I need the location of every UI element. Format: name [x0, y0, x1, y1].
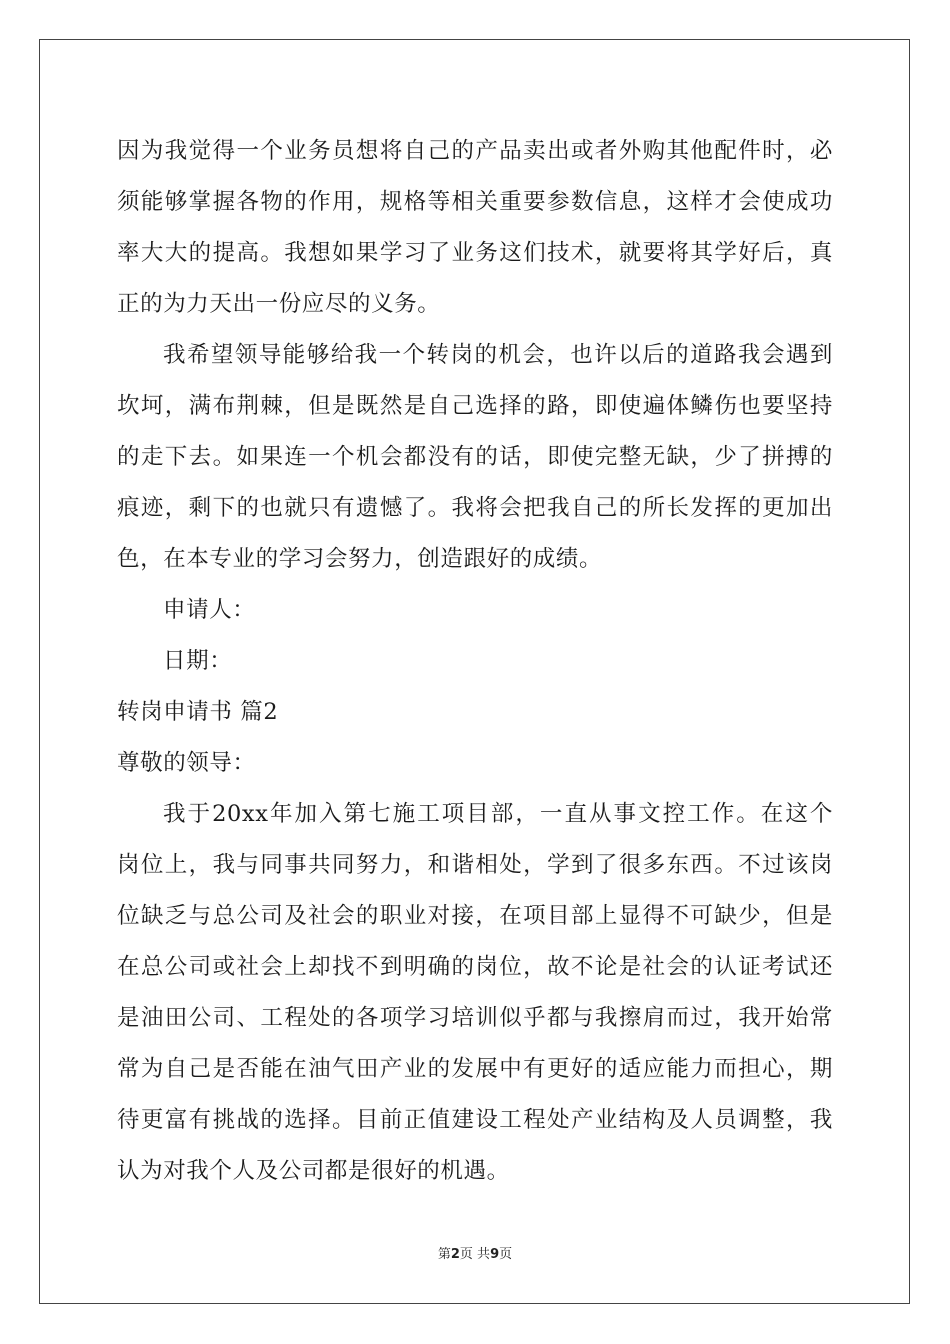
- date-label: 日期：: [163, 648, 233, 674]
- text-line: 我希望领导能够给我一个转岗的机会，也许以后的道路我会遇到: [163, 342, 833, 368]
- section-heading: 转岗申请书 篇2: [117, 699, 279, 725]
- salutation: 尊敬的领导：: [117, 750, 256, 776]
- text-line: 率大大的提高。我想如果学习了业务这们技术，就要将其学好后，真: [117, 240, 833, 266]
- text-line: 岗位上，我与同事共同努力，和谐相处，学到了很多东西。不过该岗: [117, 852, 833, 878]
- text-line: 常为自己是否能在油气田产业的发展中有更好的适应能力而担心，期: [117, 1056, 833, 1082]
- document-body: [117, 126, 833, 1197]
- text-line: 认为对我个人及公司都是很好的机遇。: [117, 1158, 510, 1184]
- text-line: 色，在本专业的学习会努力，创造跟好的成绩。: [117, 546, 603, 572]
- text-line: 待更富有挑战的选择。目前正值建设工程处产业结构及人员调整，我: [117, 1107, 833, 1133]
- current-page-number: 2: [450, 1247, 460, 1262]
- page-footer: [0, 1243, 950, 1262]
- text-line: 位缺乏与总公司及社会的职业对接，在项目部上显得不可缺少，但是: [117, 903, 833, 929]
- page-mid: 页 共: [459, 1247, 491, 1262]
- text-line: 在总公司或社会上却找不到明确的岗位，故不论是社会的认证考试还: [117, 954, 833, 980]
- text-line: 因为我觉得一个业务员想将自己的产品卖出或者外购其他配件时，必: [117, 138, 833, 164]
- text-line: 正的为力天出一份应尽的义务。: [117, 291, 441, 317]
- page-prefix: 第: [437, 1247, 451, 1262]
- total-page-number: 9: [490, 1247, 500, 1262]
- text-line: 的走下去。如果连一个机会都没有的话，即使完整无缺，少了拼搏的: [117, 444, 833, 470]
- page-suffix: 页: [499, 1247, 513, 1262]
- text-line: 痕迹，剩下的也就只有遗憾了。我将会把我自己的所长发挥的更加出: [117, 495, 833, 521]
- text-line: 我于20xx年加入第七施工项目部，一直从事文控工作。在这个: [163, 801, 833, 827]
- text-line: 坎坷，满布荆棘，但是既然是自己选择的路，即使遍体鳞伤也要坚持: [117, 393, 833, 419]
- text-line: 须能够掌握各物的作用，规格等相关重要参数信息，这样才会使成功: [117, 189, 833, 215]
- applicant-label: 申请人：: [163, 597, 256, 623]
- text-line: 是油田公司、工程处的各项学习培训似乎都与我擦肩而过，我开始常: [117, 1005, 833, 1031]
